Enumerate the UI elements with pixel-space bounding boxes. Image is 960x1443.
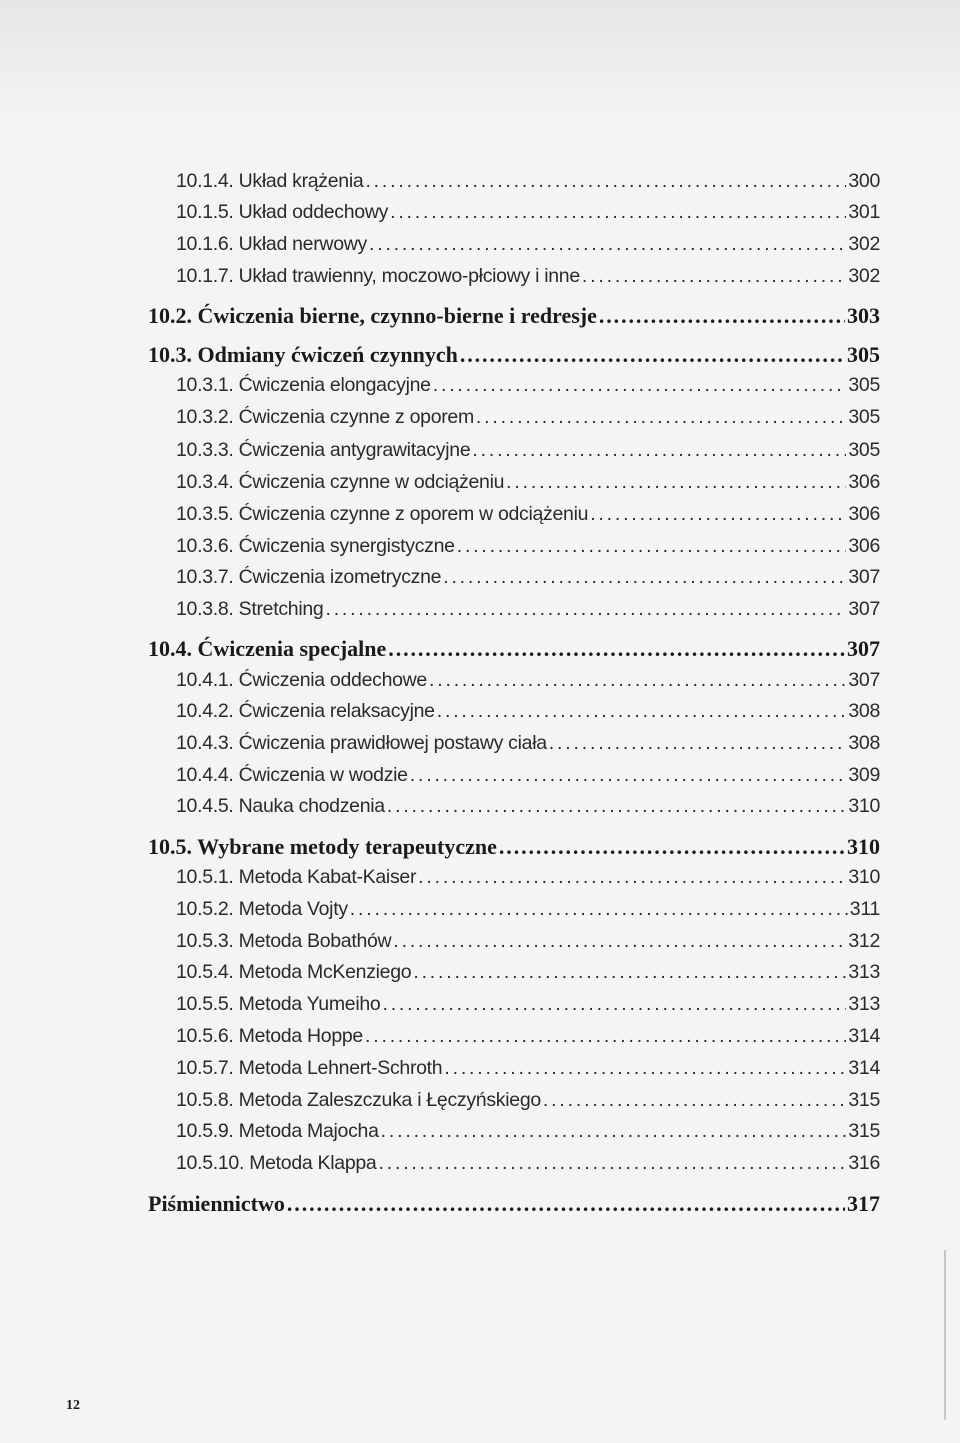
toc-entry	[176, 669, 880, 692]
toc-entry-page: 308	[848, 732, 880, 754]
toc-entry-title: 10.5.10. Metoda Klappa	[176, 1152, 377, 1174]
toc-entry-title: 10.3. Odmiany ćwiczeń czynnych	[148, 342, 458, 367]
toc-entry-title: 10.5.2. Metoda Vojty	[176, 898, 348, 920]
toc-entry-page: 307	[848, 669, 880, 691]
toc-leader-dots	[418, 866, 846, 889]
toc-entry	[176, 930, 880, 953]
toc-entry-page: 310	[848, 866, 880, 888]
toc-leader-dots	[582, 265, 846, 288]
toc-entry-page: 310	[848, 795, 880, 817]
toc-entry-title: 10.5.7. Metoda Lehnert-Schroth	[176, 1057, 443, 1079]
toc-leader-dots	[388, 636, 845, 662]
toc-entry-page: 302	[848, 265, 880, 287]
toc-leader-dots	[287, 1191, 845, 1217]
toc-entry	[176, 1089, 880, 1112]
toc-leader-dots	[437, 700, 847, 723]
toc-entry-page: 305	[847, 342, 880, 367]
toc-leader-dots	[499, 834, 845, 860]
toc-entry	[176, 503, 880, 526]
toc-leader-dots	[590, 503, 846, 526]
toc-entry-page: 305	[848, 406, 880, 428]
toc-leader-dots	[476, 406, 846, 429]
toc-entry	[176, 732, 880, 755]
toc-leader-dots	[549, 732, 847, 755]
toc-leader-dots	[413, 961, 846, 984]
toc-entry-title: 10.3.6. Ćwiczenia synergistyczne	[176, 535, 455, 557]
toc-entry-page: 310	[847, 834, 880, 859]
toc-entry	[176, 471, 880, 494]
toc-entry	[176, 1025, 880, 1048]
toc-entry	[148, 834, 880, 860]
toc-entry-title: 10.3.1. Ćwiczenia elongacyjne	[176, 374, 431, 396]
toc-leader-dots	[472, 439, 846, 462]
toc-entry-title: 10.5.5. Metoda Yumeiho	[176, 993, 381, 1015]
toc-leader-dots	[444, 1057, 846, 1080]
page-number: 12	[66, 1398, 80, 1413]
toc-entry	[176, 406, 880, 429]
toc-leader-dots	[365, 1025, 846, 1048]
toc-entry-title: Piśmiennictwo	[148, 1191, 285, 1216]
toc-entry-page: 309	[848, 764, 880, 786]
toc-entry-title: 10.3.3. Ćwiczenia antygrawitacyjne	[176, 439, 471, 461]
toc-leader-dots	[429, 669, 846, 692]
toc-entry	[176, 866, 880, 889]
toc-entry-page: 313	[848, 961, 880, 983]
toc-leader-dots	[599, 303, 845, 329]
toc-entry	[176, 566, 880, 589]
toc-entry	[176, 170, 880, 193]
toc-entry-page: 306	[848, 471, 880, 493]
toc-entry-title: 10.5.4. Metoda McKenziego	[176, 961, 412, 983]
toc-entry-page: 306	[848, 503, 880, 525]
toc-leader-dots	[325, 598, 846, 621]
toc-entry	[176, 233, 880, 256]
toc-entry-title: 10.3.5. Ćwiczenia czynne z oporem w odciążeniu	[176, 503, 589, 525]
toc-leader-dots	[460, 342, 845, 368]
toc-entry-page: 313	[848, 993, 880, 1015]
toc-entry-title: 10.4.4. Ćwiczenia w wodzie	[176, 764, 408, 786]
toc-entry-page: 301	[848, 201, 880, 223]
toc-entry-title: 10.5. Wybrane metody terapeutyczne	[148, 834, 497, 859]
toc-leader-dots	[381, 1120, 847, 1143]
toc-entry	[176, 535, 880, 558]
toc-entry-page: 314	[848, 1057, 880, 1079]
toc-entry-title: 10.5.1. Metoda Kabat-Kaiser	[176, 866, 417, 888]
toc-entry-page: 303	[847, 303, 880, 328]
toc-leader-dots	[433, 374, 847, 397]
toc-entry	[176, 439, 880, 462]
toc-entry	[176, 1057, 880, 1080]
toc-leader-dots	[393, 930, 846, 953]
toc-entry-page: 307	[848, 598, 880, 620]
toc-entry	[176, 598, 880, 621]
toc-entry-title: 10.4.5. Nauka chodzenia	[176, 795, 385, 817]
toc-entry-title: 10.3.4. Ćwiczenia czynne w odciążeniu	[176, 471, 505, 493]
toc-entry	[176, 201, 880, 224]
toc-entry-title: 10.4.2. Ćwiczenia relaksacyjne	[176, 700, 435, 722]
toc-leader-dots	[378, 1152, 846, 1175]
toc-leader-dots	[506, 471, 846, 494]
toc-entry-title: 10.5.6. Metoda Hoppe	[176, 1025, 363, 1047]
toc-entry-page: 307	[848, 566, 880, 588]
toc-entry-page: 314	[848, 1025, 880, 1047]
toc-entry-title: 10.3.7. Ćwiczenia izometryczne	[176, 566, 442, 588]
toc-entry-page: 306	[848, 535, 880, 557]
toc-leader-dots	[543, 1089, 846, 1112]
toc-entry-page: 305	[848, 374, 880, 396]
toc-entry	[176, 374, 880, 397]
toc-leader-dots	[443, 566, 846, 589]
toc-entry	[176, 961, 880, 984]
toc-entry-title: 10.4. Ćwiczenia specjalne	[148, 636, 387, 661]
toc-entry-page: 317	[847, 1191, 880, 1216]
toc-entry-title: 10.3.8. Stretching	[176, 598, 324, 620]
toc-entry-title: 10.1.4. Układ krążenia	[176, 170, 364, 192]
toc-entry	[176, 265, 880, 288]
toc-entry	[148, 342, 880, 368]
toc-entry-page: 305	[848, 439, 880, 461]
toc-leader-dots	[382, 993, 846, 1016]
toc-entry-title: 10.3.2. Ćwiczenia czynne z oporem	[176, 406, 474, 428]
toc-entry-title: 10.1.7. Układ trawienny, moczowo-płciowy i inne	[176, 265, 580, 287]
toc-entry	[148, 303, 880, 329]
toc-entry-page: 315	[848, 1120, 880, 1142]
toc-entry-page: 315	[848, 1089, 880, 1111]
toc-entry-page: 307	[847, 636, 880, 661]
toc-entry	[176, 993, 880, 1016]
toc-entry	[148, 1191, 880, 1217]
toc-leader-dots	[390, 201, 846, 224]
toc-entry-page: 316	[848, 1152, 880, 1174]
toc-entry	[176, 764, 880, 787]
toc-entry-page: 308	[848, 700, 880, 722]
toc-leader-dots	[457, 535, 847, 558]
toc-entry	[176, 1152, 880, 1175]
toc-entry-title: 10.4.3. Ćwiczenia prawidłowej postawy ciała	[176, 732, 547, 754]
toc-entry	[176, 1120, 880, 1143]
toc-leader-dots	[365, 170, 846, 193]
toc-entry	[148, 636, 880, 662]
toc-entry-title: 10.5.3. Metoda Bobathów	[176, 930, 392, 952]
toc-leader-dots	[350, 898, 848, 921]
toc-entry-title: 10.5.8. Metoda Zaleszczuka i Łęczyńskiego	[176, 1089, 541, 1111]
toc-entry	[176, 898, 880, 921]
toc-entry-page: 302	[848, 233, 880, 255]
toc-entry-title: 10.2. Ćwiczenia bierne, czynno-bierne i redresje	[148, 303, 597, 328]
toc-entry-page: 312	[848, 930, 880, 952]
toc-entry-title: 10.1.5. Układ oddechowy	[176, 201, 389, 223]
toc-entry-title: 10.5.9. Metoda Majocha	[176, 1120, 379, 1142]
toc-entry-title: 10.1.6. Układ nerwowy	[176, 233, 367, 255]
toc-entry-title: 10.4.1. Ćwiczenia oddechowe	[176, 669, 427, 691]
toc-leader-dots	[410, 764, 847, 787]
toc-entry-page: 300	[848, 170, 880, 192]
toc-entry-page: 311	[849, 898, 880, 920]
toc-entry	[176, 700, 880, 723]
toc-entry	[176, 795, 880, 818]
toc-leader-dots	[387, 795, 847, 818]
toc-leader-dots	[369, 233, 846, 256]
